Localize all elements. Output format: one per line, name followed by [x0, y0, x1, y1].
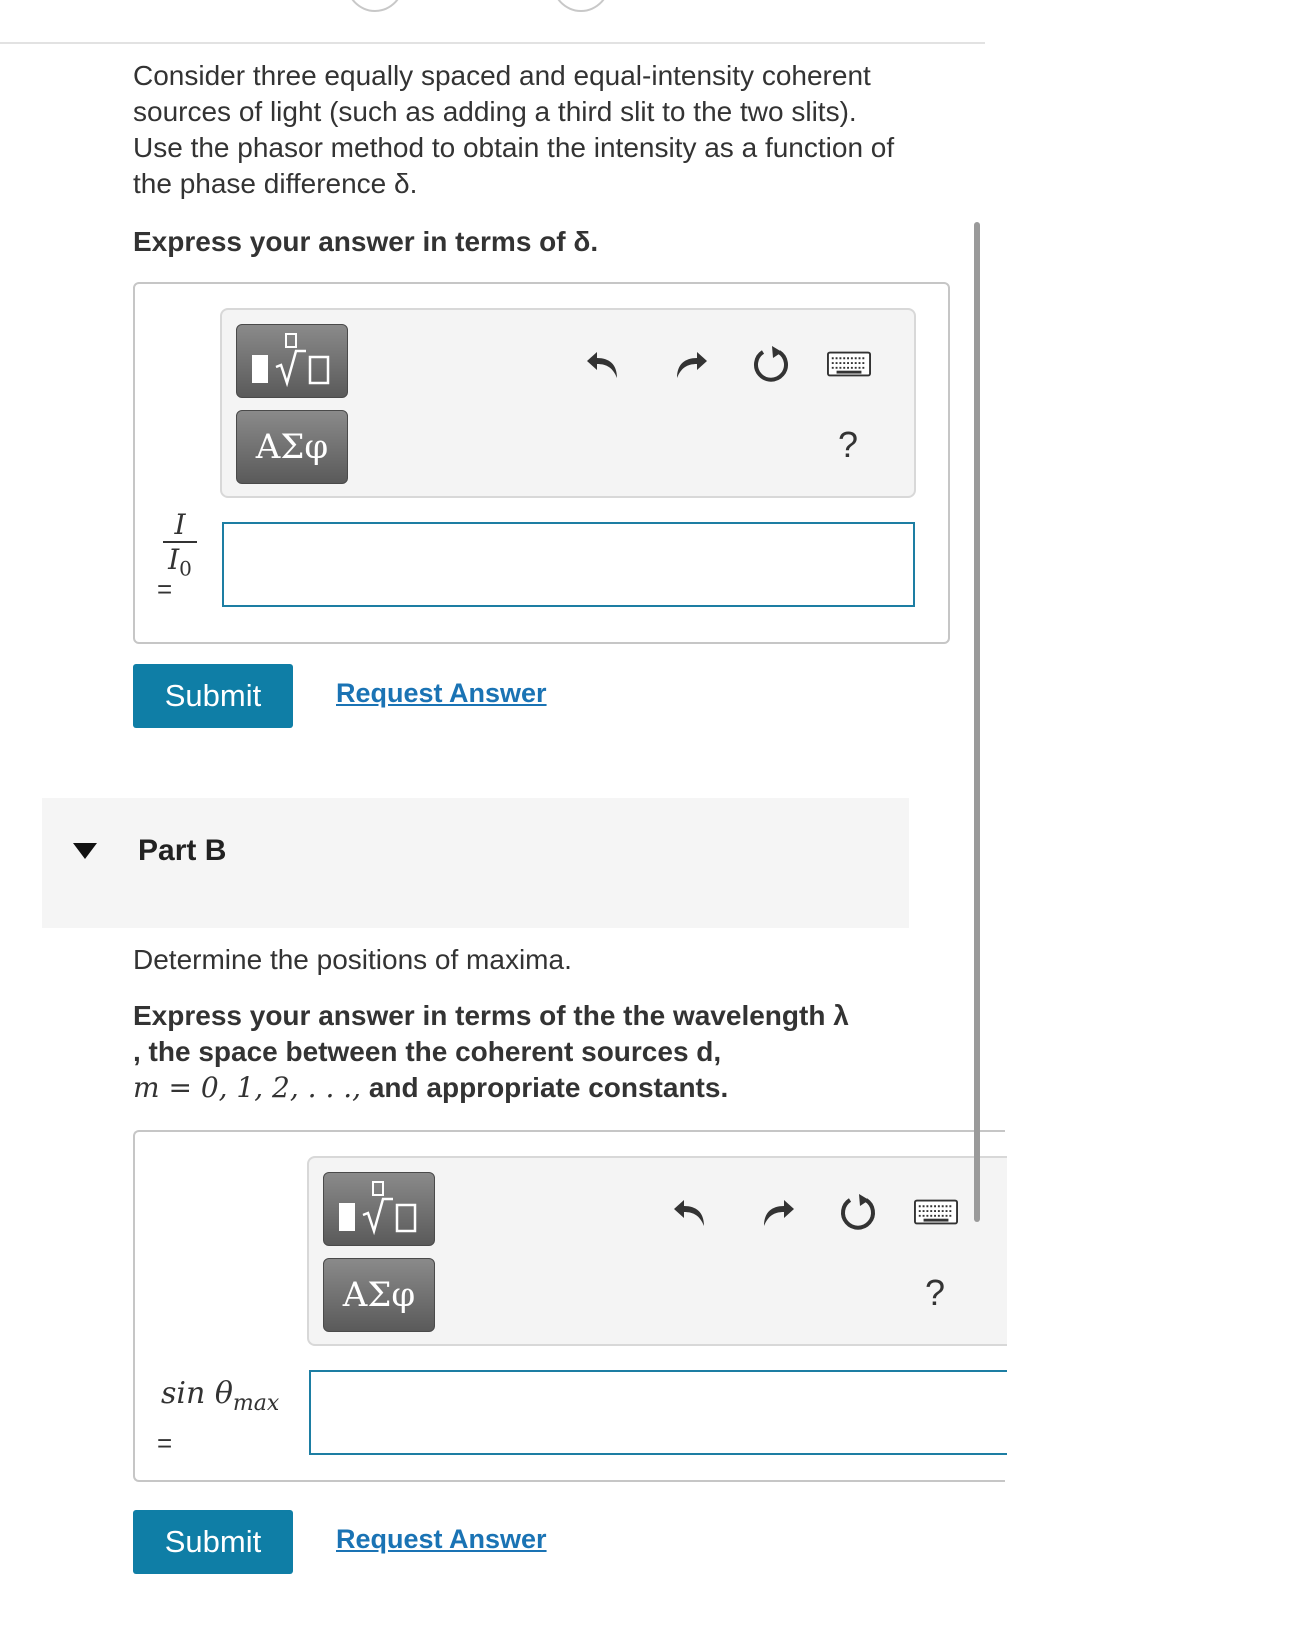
part-b-equals: = [157, 1428, 173, 1458]
help-button[interactable]: ? [837, 424, 859, 465]
lhs-numerator: I [174, 508, 186, 541]
part-a-question: Consider three equally spaced and equal-intensity coherent sources of light (such as adding a third slit to the two slits). Use the phasor method to obtain the intensity as a function of the phase difference δ. [133, 60, 895, 199]
part-b-question: Determine the positions of maxima. [133, 944, 572, 975]
part-b-request-answer-link[interactable]: Request Answer [336, 1524, 547, 1554]
lhs-denominator: $I_0$ [168, 543, 192, 581]
part-a-answer-input[interactable] [222, 522, 915, 607]
part-b-answer-box [133, 1130, 1005, 1482]
part-a-instruction: Express your answer in terms of δ. [133, 226, 599, 257]
part-b-title: Part B [138, 834, 227, 867]
nav-circle-left[interactable] [345, 0, 405, 12]
divider [0, 42, 985, 44]
instruction-line-2: , the space between the coherent sources d, [133, 1036, 722, 1067]
fraction-sqrt-template-icon [333, 1179, 425, 1239]
greek-symbols-button[interactable]: ΑΣφ [236, 410, 348, 484]
part-a-answer-box [133, 282, 950, 644]
reset-icon[interactable] [836, 1190, 880, 1234]
keyboard-icon[interactable] [827, 342, 871, 386]
keyboard-icon[interactable] [914, 1190, 958, 1234]
part-b-lhs: $\sin \theta_{max}$ [161, 1376, 280, 1416]
part-b-instruction [133, 998, 933, 1106]
part-b-header[interactable] [42, 798, 909, 928]
fraction-sqrt-template-icon [246, 331, 338, 391]
instruction-line-1: Express your answer in terms of the the wavelength λ [133, 1000, 849, 1031]
greek-symbols-button[interactable]: ΑΣφ [323, 1258, 435, 1332]
undo-icon[interactable] [670, 1190, 714, 1234]
part-a-request-answer-link[interactable]: Request Answer [336, 678, 547, 708]
undo-icon[interactable] [583, 342, 627, 386]
part-b-submit-button[interactable]: Submit [133, 1510, 293, 1574]
redo-icon[interactable] [754, 1190, 798, 1234]
part-a-lhs-fraction [163, 510, 197, 584]
templates-button[interactable] [236, 324, 348, 398]
collapse-triangle-icon[interactable] [72, 842, 98, 860]
part-a-math-toolbar [220, 308, 916, 498]
nav-circle-right[interactable] [551, 0, 611, 12]
part-a-submit-button[interactable]: Submit [133, 664, 293, 728]
part-a-equals: = [157, 574, 173, 604]
part-b-math-toolbar [307, 1156, 1007, 1346]
reset-icon[interactable] [749, 342, 793, 386]
scrollbar[interactable] [974, 222, 980, 1222]
help-button[interactable]: ? [924, 1272, 946, 1313]
part-b-answer-input[interactable] [309, 1370, 1007, 1455]
instruction-line-3: m = 0, 1, 2, . . ., and appropriate constants. [133, 1071, 729, 1104]
templates-button[interactable] [323, 1172, 435, 1246]
redo-icon[interactable] [667, 342, 711, 386]
